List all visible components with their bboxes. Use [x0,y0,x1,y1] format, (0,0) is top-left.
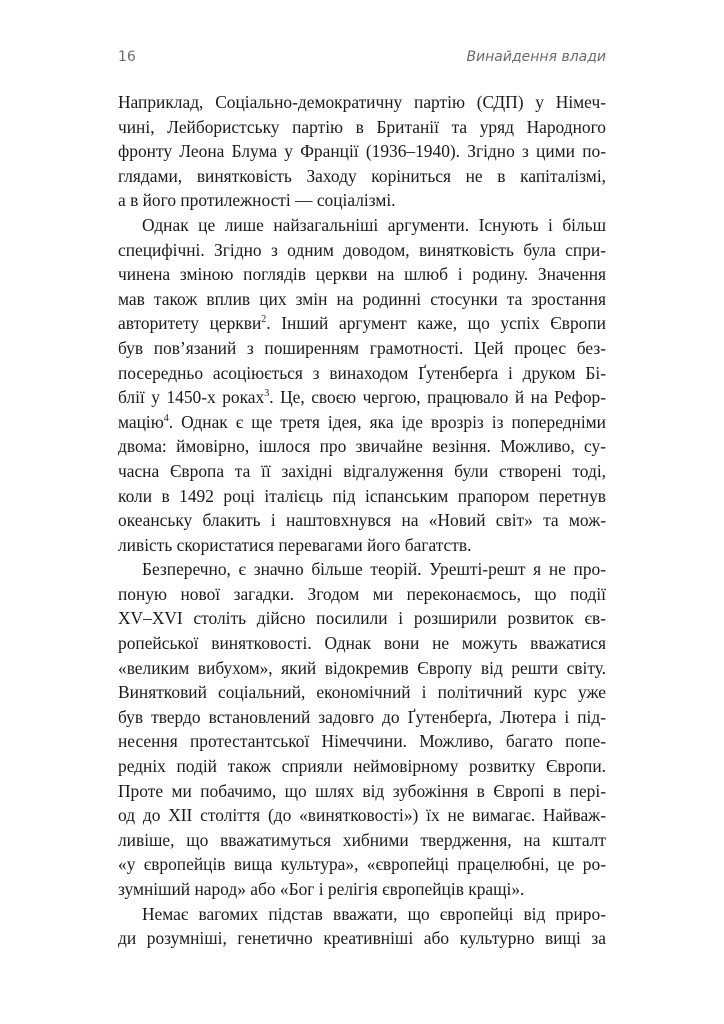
text-line: океанську блакить і наштовхнувся на «Новий світ» та мож- [118,510,606,531]
text-line: специфічні. Згідно з одним доводом, винятковість була спри- [118,239,606,260]
page-number: 16 [118,49,136,65]
text-line: а в його протилежності — соціалізмі. [118,190,396,211]
text-line: Винятковий соціальний, економічний і політичний курс уже [118,682,606,703]
text-segment: мацію [118,411,164,432]
text-line: ропейської винятковості. Однак вони не можуть вважатися [118,633,606,654]
running-title: Винайдення влади [466,49,606,65]
text-line: чині, Лейбористську партію в Британії та уряд Народного [118,116,606,137]
text-line: зумніший народ» або «Бог і релігія європейців кращі». [118,879,525,899]
text-line: Безперечно, є значно більше теорій. Урешті-решт я не про- [142,559,606,580]
body-text [118,90,606,951]
text-line: часна Європа та її західні відгалуження були створені тоді, [118,460,606,481]
text-line [118,385,606,410]
text-line: двома: ймовірно, ішлося про звичайне везіння. Можливо, су- [118,436,606,457]
text-segment: . Це, своєю чергою, працювало й на Рефор- [269,387,606,408]
text-line: ливість скористатися перевагами його багатств. [118,534,472,555]
text-line: був твердо встановлений задовго до Ґутенберґа, Лютера і під- [118,706,606,727]
text-line: «у європейців вища культура», «європейці працелюбні, це ро- [118,854,606,875]
text-segment: . Однак є ще третя ідея, яка іде врозріз із попередніми [168,411,606,432]
text-line: фронту Леона Блума у Франції (1936–1940). Згідно з цими по- [118,141,606,162]
text-line: редніх подій також сприяли неймовірному розвитку Європи. [118,756,606,777]
text-line: Немає вагомих підстав вважати, що європейці від приро- [142,903,606,924]
text-line: поную нової загадки. Згодом ми переконаємось, що події [118,583,606,604]
text-line: «великим вибухом», який відокремив Європу від решти світу. [118,657,606,678]
text-line: був пов’язаний з поширенням грамотності. Цей процес без- [118,337,606,358]
text-line: од до XII століття (до «винятковості») їх не вимагає. Найваж- [118,805,606,826]
text-line: несення протестантської Німеччини. Можливо, багато попе- [118,731,606,752]
text-line: Однак це лише найзагальніші аргументи. Існують і більш [142,214,606,235]
text-line: ди розумніші, генетично креативніші або культурно вищі за [118,928,606,949]
text-line: XV–XVI століть дійсно посилили і розширили розвиток єв- [118,608,606,629]
text-line: чинена зміною поглядів церкви на шлюб і родину. Значення [118,264,606,285]
text-line: Проте ми побачимо, що шлях від зубожіння в Європі в пері- [118,780,606,801]
text-segment: . Інший аргумент каже, що успіх Європи [266,313,606,334]
text-line: ливіше, що вважатимуться хибними твердження, на кшталт [118,829,606,850]
text-line: посередньо асоціюється з винаходом Ґутенберґа і друком Бі- [118,362,606,383]
text-line: коли в 1492 році італієць під іспанським прапором перетнув [118,485,606,506]
text-line: Наприклад, Соціально-демократичну партію (СДП) у Німеч- [118,92,606,112]
text-segment: авторитету церкви [118,313,262,334]
text-segment: блії у 1450-х роках [118,387,265,408]
text-line: мав також вплив цих змін на родинні стосунки та зростання [118,288,606,309]
footnote-mark: 3 [264,388,270,400]
footnote-mark: 2 [261,314,267,326]
text-line [118,410,606,435]
text-line: глядами, винятковість Заходу коріниться не в капіталізмі, [118,165,606,186]
text-line [118,311,606,336]
running-head [118,45,606,75]
footnote-mark: 4 [163,412,169,424]
